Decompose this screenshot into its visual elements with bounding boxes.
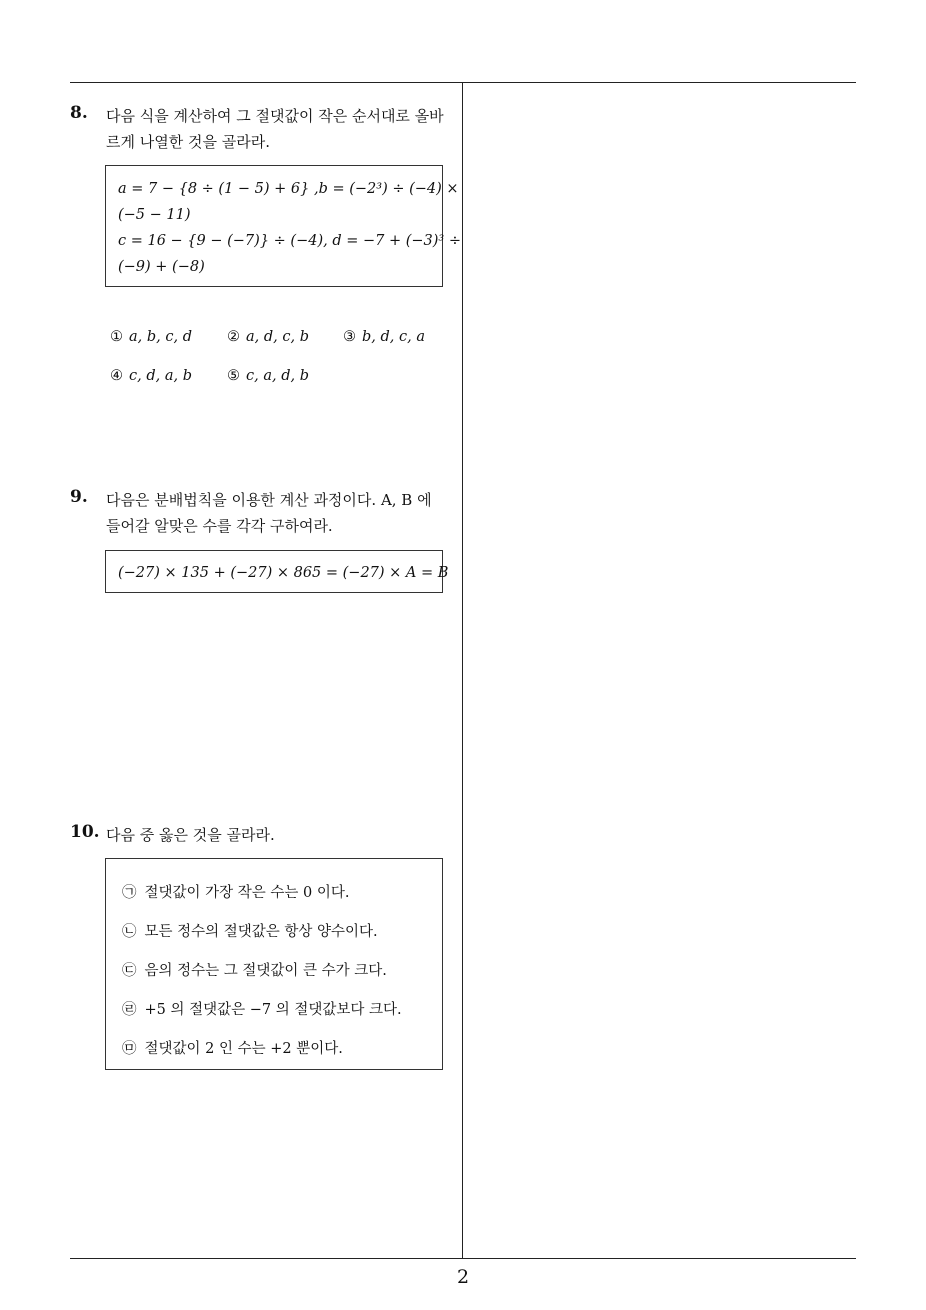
statement-3: ㉢ 음의 정수는 그 절댓값이 큰 수가 크다. [122, 963, 387, 979]
question-text [106, 103, 458, 155]
choice-5[interactable]: ⑤ c, a, d, b [227, 368, 309, 384]
question-text [106, 822, 458, 848]
choice-2[interactable]: ② a, d, c, b [227, 329, 309, 345]
question-text-line: 들어갈 알맞은 수를 각각 구하여라. [106, 517, 333, 535]
question-9 [70, 487, 458, 597]
top-rule [70, 82, 856, 83]
statement-5: ㉤ 절댓값이 2 인 수는 +2 뿐이다. [122, 1041, 343, 1057]
choice-1[interactable]: ① a, b, c, d [110, 329, 192, 345]
question-8 [70, 103, 461, 403]
question-10 [70, 822, 458, 1072]
question-text-line: 르게 나열한 것을 골라라. [106, 133, 270, 151]
statements-box [105, 858, 443, 1070]
formula-line: c = 16 − {9 − (−7)} ÷ (−4), d = −7 + (−3)³ ÷ [118, 233, 461, 249]
question-text-line: 다음 식을 계산하여 그 절댓값이 작은 순서대로 올바 [106, 107, 444, 125]
page-number: 2 [456, 1266, 470, 1288]
statement-1: ㉠ 절댓값이 가장 작은 수는 0 이다. [122, 885, 350, 901]
column-divider [462, 82, 463, 1259]
statement-4: ㉣ +5 의 절댓값은 −7 의 절댓값보다 크다. [122, 1002, 402, 1018]
question-number: 9. [70, 487, 88, 507]
formula-box [105, 165, 461, 287]
question-text-line: 다음 중 옳은 것을 골라라. [106, 826, 275, 844]
choice-3[interactable]: ③ b, d, c, a [343, 329, 425, 345]
question-text-line: 다음은 분배법칙을 이용한 계산 과정이다. A, B 에 [106, 491, 432, 509]
bottom-rule [70, 1258, 856, 1259]
formula-line: (−27) × 135 + (−27) × 865 = (−27) × A = B [118, 565, 449, 581]
question-number: 8. [70, 103, 88, 123]
question-text [106, 487, 458, 539]
formula-line: (−5 − 11) [118, 207, 191, 223]
formula-line: a = 7 − {8 ÷ (1 − 5) + 6} ,b = (−2³) ÷ (−4) × [118, 181, 459, 197]
choice-4[interactable]: ④ c, d, a, b [110, 368, 192, 384]
formula-line: (−9) + (−8) [118, 259, 205, 275]
formula-box [105, 550, 449, 593]
statement-2: ㉡ 모든 정수의 절댓값은 항상 양수이다. [122, 924, 378, 940]
question-number: 10. [70, 822, 100, 842]
